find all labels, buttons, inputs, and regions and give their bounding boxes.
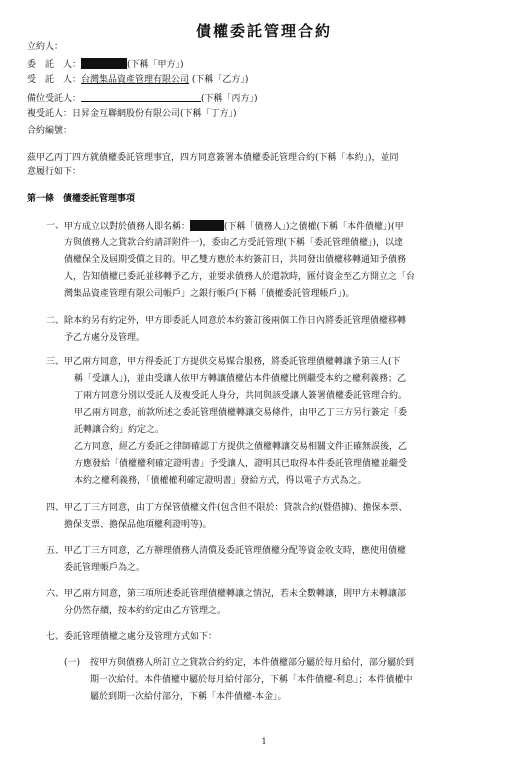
document-title: 債權委託管理合約 [195,22,332,40]
subitem-number: (一) [64,658,81,668]
party-subtrustee-line: 複受託人：日昇金互聯網股份有限公司(下稱「丁方」) [27,109,237,119]
intro-line-1: 茲甲乙丙丁四方就債權委託管理事宜，四方同意簽署本債權委託管理合約(下稱「本約」)，並同 [27,153,399,163]
party-standby-suffix: (下稱「丙方」) [201,94,258,104]
item-1-text-post: (下稱「債務人」)之債權(下稱「本件債權」)(甲 [224,222,404,232]
party-principal-suffix: (下稱「甲方」) [127,60,184,70]
item-1-line: 人，告知債權已委託並移轉予乙方，並要求債務人於還款時，匯付資金至乙方開立之「台 [64,272,416,282]
subitem-1-line: 屬於到期一次給付部分，下稱「本件債權-本金」。 [90,692,287,702]
party-principal-line [27,58,184,71]
page-number: 1 [261,737,267,746]
item-6-line: 分仍然存續，按本約約定由乙方管理之。 [64,606,227,616]
redacted-name [81,58,127,69]
subitem-1-line: 按甲方與債務人所訂立之貸款合約約定，本件債權部分屬於每月給付，部分屬於到 [90,658,415,668]
item-1-line: 灣集品資產管理有限公司帳戶」之銀行帳戶(下稱「債權委託管理帳戶」)。 [64,289,355,299]
blank-underline [81,91,201,102]
item-4-line: 甲乙丁三方同意，由丁方保管債權文件(包含但不限於：貸款合約(暨借據)、擔保本票、 [64,503,408,513]
item-number: 三、 [46,357,65,367]
item-2-line: 除本約另有約定外，甲方即委託人同意於本約簽訂後兩個工作日內將委託管理債權移轉 [64,316,407,326]
subitem-1-line: 期一次給付。本件債權中屬於每月給付部分，下稱「本件債權-利息」；本件債權中 [90,675,413,685]
item-3-line: 託轉讓合約」約定之。 [74,425,165,435]
item-3-line: 乙方同意，經乙方委託之律師確認丁方提供之債權轉讓交易相關文件正確無誤後，乙 [74,442,408,452]
party-standby-label: 備位受託人： [27,94,82,104]
item-6-line: 甲乙兩方同意，第三項所述委託管理債權轉讓之情況，若未全數轉讓，則甲方未轉讓部 [64,589,407,599]
item-number: 一、 [46,221,65,231]
item-3-line: 稱「受讓人」)，並由受讓人依甲方轉讓債權佔本件債權比例繼受本約之權利義務；乙 [74,374,407,384]
item-number: 二、 [46,316,65,326]
item-3-line: 甲乙兩方同意，甲方得委託丁方提供交易媒合服務，將委託管理債權轉讓予第三人(下 [64,357,401,367]
item-5-line: 委託管理帳戶為之。 [64,563,146,573]
item-3-line: 方應發給「債權權利確定證明書」予受讓人，證明其已取得本件委託管理債權並繼受 [74,459,408,469]
item-3-line: 本約之權利義務，「債權權利確定證明書」發給方式，得以電子方式為之。 [74,476,367,486]
party-principal-label: 委 託 人： [27,60,82,70]
intro-line-2: 意履行如下： [27,167,82,177]
party-trustee-label: 受 託 人： [27,75,82,85]
party-trustee-line [27,74,248,86]
item-2-line: 予乙方處分及管理。 [64,333,146,343]
item-number: 六、 [46,589,65,599]
item-5-line: 甲乙丁三方同意，乙方辦理債務人清償及委託管理債權分配等資金收支時，應使用債權 [64,546,407,556]
item-4-line: 擔保支票、擔保品他項權利證明等)。 [64,520,212,530]
article-heading: 第一條 債權委託管理事項 [27,194,136,204]
party-trustee-name: 台灣集品資產管理有限公司 [81,75,190,85]
contract-number-label: 合約編號： [27,126,73,136]
item-1-line-1 [64,220,404,233]
item-number: 七、 [46,632,65,642]
item-3-line: 丁兩方同意分別以受託人及複受託人身分，共同與該受讓人簽署債權委託管理合約。 [74,391,408,401]
redacted-debtor-name [190,220,224,231]
item-1-line: 方與債務人之貸款合約請詳附件一)，委由乙方受託管理(下稱「委託管理債權」)，以達 [64,238,404,248]
item-number: 五、 [46,546,65,556]
parties-heading: 立約人： [27,42,64,52]
party-standby-line [27,91,258,105]
item-3-line: 甲乙兩方同意，前款所述之委託管理債權轉讓交易條件，由甲乙丁三方另行簽定「委 [74,408,408,418]
item-1-line: 債權保全及屆期受償之目的。甲乙雙方應於本約簽訂日，共同發出債權移轉通知予債務 [64,255,407,265]
party-trustee-suffix: (下稱「乙方」) [191,75,249,85]
item-number: 四、 [46,503,65,513]
item-1-text-pre: 甲方成立以對於債務人即名稱： [64,222,191,232]
item-7-line: 委託管理債權之處分及管理方式如下： [64,632,218,642]
